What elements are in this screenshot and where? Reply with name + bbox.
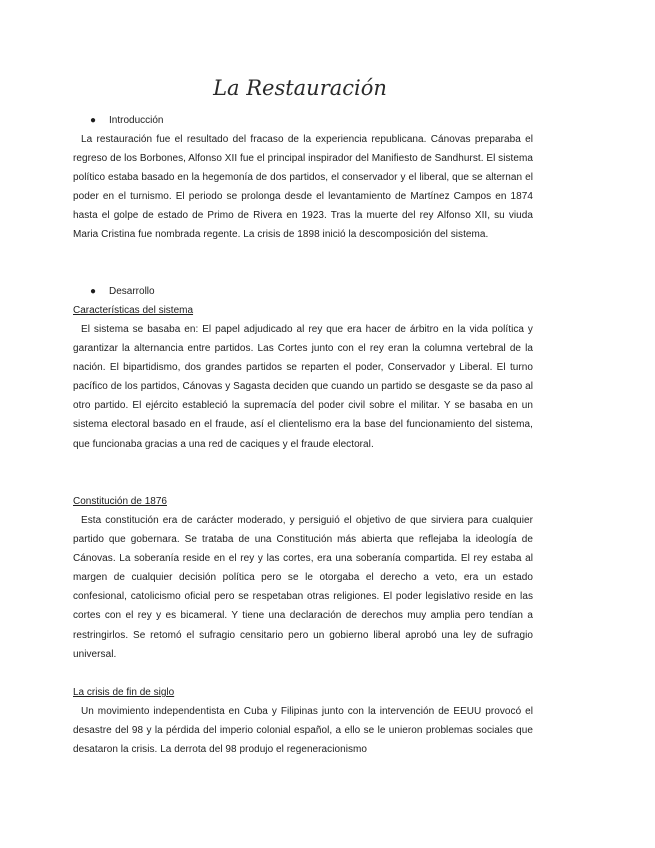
bullet-label: Introducción	[109, 115, 164, 126]
section-heading-crisis: La crisis de fin de siglo	[73, 687, 175, 698]
section-heading-constitucion: Constitución de 1876	[73, 496, 167, 507]
bullet-icon: ●	[90, 286, 97, 297]
intro-paragraph: La restauración fue el resultado del fracaso de la experiencia republicana. Cánovas preparaba el regreso de los Borbones, Alfonso XII fue el principal inspirador del Manifiesto de Sandhurst. El sistema político estaba basado en la hegemonía de dos partidos, el conservador y el liberal, que se alternan el poder en el turnismo. El periodo se prolonga desde el levantamiento de Martínez Campos en 1874 hasta el golpe de estado de Primo de Rivera en 1923. Tras la muerte del rey Alfonso XII, su viuda Maria Cristina fue nombrada regente. La crisis de 1898 inició la descomposición del sistema.	[73, 134, 533, 241]
bullet-label: Desarrollo	[109, 286, 155, 297]
section-paragraph-crisis: Un movimiento independentista en Cuba y Filipinas junto con la intervención de EEUU provocó el desastre del 98 y la pérdida del imperio colonial español, a ello se le unieron problemas sociales que desataron la crisis. La derrota del 98 produjo el regeneracionismo	[73, 706, 533, 756]
bullet-introduccion	[90, 114, 163, 128]
document-title: La Restauración	[213, 76, 387, 100]
section-paragraph-constitucion: Esta constitución era de carácter moderado, y persiguió el objetivo de que sirviera para cualquier partido que gobernara. Se trataba de una Constitución más abierta que reflejaba la ideología de Cánovas. La soberanía reside en el rey y las cortes, era una soberanía compartida. El rey estaba al margen de cualquier decisión política pero se le otorgaba el derecho a veto, era un estado confesional, catolicismo oficial pero se respetaban otras religiones. El poder legislativo reside en las cortes con el rey y es bicameral. Y tiene una declaración de derechos muy amplia pero tendían a restringirlos. Se retomó el sufragio censitario pero un gobierno liberal aprobó una ley de sufragio universal.	[73, 515, 533, 660]
section-paragraph-caracteristicas: El sistema se basaba en: El papel adjudicado al rey que era hacer de árbitro en la vida política y garantizar la alternancia entre partidos. Las Cortes junto con el rey eran la columna vertebral de la nación. El bipartidismo, dos grandes partidos se reparten el poder, Conservador y Liberal. El turno pacífico de los partidos, Cánovas y Sagasta deciden que cuando un partido se desgaste se da paso al otro partido. El ejército estableció la supremacía del poder civil sobre el militar. Y se basaba en un sistema electoral basado en el fraude, así el clientelismo era la base del funcionamiento del sistema, que funcionaba gracias a una red de caciques y el fraude electoral.	[73, 324, 533, 450]
bullet-desarrollo	[90, 285, 155, 299]
section-heading-caracteristicas: Características del sistema	[73, 305, 194, 316]
bullet-icon: ●	[90, 115, 97, 126]
